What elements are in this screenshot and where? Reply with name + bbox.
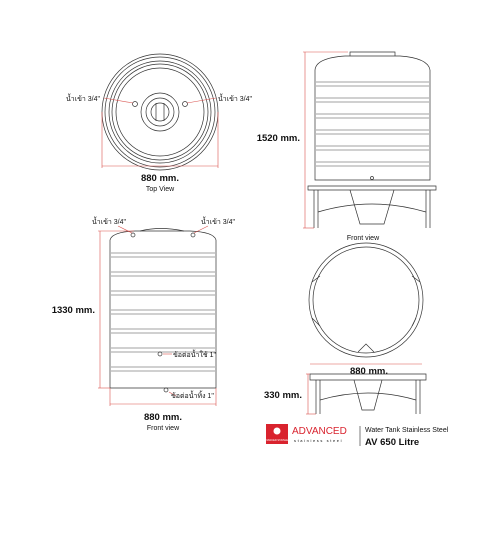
body-rib-2 xyxy=(111,272,215,276)
stand-side-view xyxy=(264,374,426,414)
tall-caption: Front view xyxy=(346,235,380,242)
body-inlet-left-label: น้ำเข้า 3/4" xyxy=(92,219,126,226)
body-outlet-label: ข้อต่อน้ำใช้ 1" xyxy=(173,352,216,359)
stand-side-brace xyxy=(320,393,416,400)
stand-ring-inner xyxy=(313,247,419,353)
body-rib-7 xyxy=(111,367,215,371)
top-view xyxy=(66,54,253,193)
tall-stand-leg-left xyxy=(314,190,318,228)
tall-tank-rib-1 xyxy=(316,82,429,86)
stand-height-label: 330 mm. xyxy=(263,390,302,401)
front-view-with-stand xyxy=(257,52,436,242)
top-view-rim-4 xyxy=(112,64,208,160)
brand-logo-mark xyxy=(274,428,281,435)
body-rib-4 xyxy=(111,310,215,314)
tall-stand-brace xyxy=(318,204,426,212)
stand-ring-center-bracket xyxy=(358,344,374,352)
brand-logo-text: ADVANCED STAINLESS xyxy=(262,439,292,442)
body-height-label: 1330 mm. xyxy=(51,305,95,316)
stand-ring-outer xyxy=(309,243,423,357)
top-view-inlet-left-leader xyxy=(104,98,133,103)
body-caption: Front view xyxy=(146,425,180,432)
body-tank-dome xyxy=(140,229,184,232)
body-drain-hole xyxy=(164,388,168,392)
top-view-rim-5 xyxy=(116,68,204,156)
tall-tank-rib-6 xyxy=(316,162,429,166)
body-inlet-right-hole xyxy=(191,233,195,237)
body-rib-3 xyxy=(111,291,215,295)
stand-width-label: 880 mm. xyxy=(349,366,389,377)
body-inlet-left-hole xyxy=(131,233,135,237)
front-view-body xyxy=(52,215,236,432)
stand-ring-gussets-lower xyxy=(312,318,416,326)
stand-ring-gussets-upper xyxy=(312,276,420,282)
body-tank-outline xyxy=(110,231,216,388)
top-view-width-label: 880 mm. xyxy=(140,173,180,184)
tall-tank-rib-4 xyxy=(316,130,429,134)
top-view-inlet-right-label: น้ำเข้า 3/4" xyxy=(218,96,252,103)
tall-tank-rib-5 xyxy=(316,146,429,150)
product-line: Water Tank Stainless Steel xyxy=(365,427,449,434)
top-view-caption: Top View xyxy=(145,186,175,193)
stand-side-leg-right xyxy=(416,380,420,414)
body-width-label: 880 mm. xyxy=(143,412,183,423)
stand-side-leg-left xyxy=(316,380,320,414)
tall-tank-drain xyxy=(371,177,374,180)
body-rib-5 xyxy=(111,329,215,333)
top-view-inlet-left-label: น้ำเข้า 3/4" xyxy=(66,96,100,103)
brand-name: ADVANCED xyxy=(292,426,347,437)
top-view-lid-inner xyxy=(146,98,174,126)
top-view-lid-cap xyxy=(151,103,169,121)
top-view-inlet-left-hole xyxy=(133,102,138,107)
top-view-lid-outer xyxy=(141,93,179,131)
tall-stand-center xyxy=(350,190,394,224)
body-rib-1 xyxy=(111,253,215,257)
tall-stand-leg-right xyxy=(426,190,430,228)
stand-top-view xyxy=(309,243,423,377)
tall-tank-rib-2 xyxy=(316,98,429,102)
tall-height-label: 1520 mm. xyxy=(256,133,300,144)
top-view-outer-rim xyxy=(102,54,218,170)
tall-tank-lid xyxy=(350,52,395,56)
body-inlet-right-label: น้ำเข้า 3/4" xyxy=(201,219,235,226)
top-view-rim-3 xyxy=(109,61,211,163)
tall-tank-rib-3 xyxy=(316,114,429,118)
top-view-inlet-right-hole xyxy=(183,102,188,107)
tall-stand-top xyxy=(308,186,436,190)
brand-subtitle: stainless steel xyxy=(294,438,344,443)
stand-side-center xyxy=(354,380,382,410)
top-view-rim-2 xyxy=(105,57,215,167)
product-model: AV 650 Litre xyxy=(365,437,420,448)
brand-block xyxy=(262,424,448,448)
top-view-lid-handle xyxy=(156,103,164,121)
body-drain-label: ข้อต่อน้ำทิ้ง 1" xyxy=(171,393,214,400)
body-outlet-hole xyxy=(158,352,162,356)
top-view-inlet-right-leader xyxy=(187,98,216,103)
